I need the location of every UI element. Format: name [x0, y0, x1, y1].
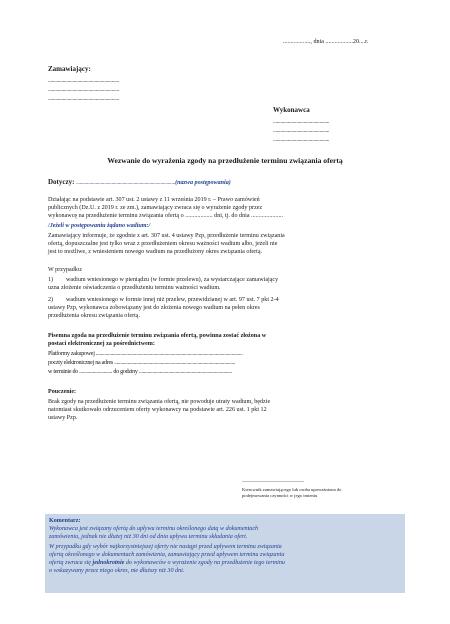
comment-p2-line-3	[49, 559, 401, 567]
para2-line-3: jest to możliwe, z wniesieniem nowego wadium na przedłużony okres związania ofertą.	[48, 249, 263, 255]
item-2-num: 2)	[48, 297, 54, 303]
comment-p1-line-1: Wykonawca jest związany ofertą do upływu terminu określonego datą w dokumentach	[49, 526, 259, 532]
pisemna-line-1: Pisemna zgoda na przedłużenie terminu związania ofertą, powinna zostać złożona w	[48, 333, 267, 339]
signature-caption	[242, 487, 341, 499]
pisemna-heading	[48, 332, 266, 348]
dotyczy-label: Dotyczy:	[48, 178, 75, 186]
item-1-line-2: uzna złożenie oświadczenia o przedłużeniu terminu ważności wadium.	[48, 285, 221, 291]
item-1-line-1: wadium wniesionego w pieniądzu (w formie przelewu), za wystarczające zamawiający	[66, 277, 279, 283]
comment-p2-line-2: ofertą określonego w dokumentach zamówienia, zamawiający przed upływem terminu związania	[49, 552, 285, 558]
zamawiajacy-line-1: ..........................................................	[48, 78, 119, 84]
dotyczy-row	[48, 178, 231, 187]
para1-line-2: publicznych (Dz.U. z 2019 r. ze zm.), zamawiający zwraca się o wyrażenie zgody przez	[48, 205, 263, 211]
wykonawca-line-2: ..............................................	[273, 128, 330, 134]
w-przypadku-label: W przypadku:	[48, 267, 83, 273]
comment-p2-line-4: o wskazywany przez niego okres, nie dłuższy niż 30 dni.	[49, 568, 185, 574]
email-field: poczty elektronicznej na adres ...................................................................................................	[48, 360, 236, 366]
para2-line-2: ofertą, dopuszczalne jest tylko wraz z przedłużeniem okresu ważności wadium albo, jeżeli nie	[48, 241, 278, 247]
zamawiajacy-line-2: ..........................................................	[48, 87, 119, 93]
pouczenie-line-3: ustawy Pzp.	[48, 415, 78, 421]
item-1-num: 1)	[48, 277, 54, 283]
pisemna-line-2: postaci elektronicznej za pośrednictwem:	[48, 341, 155, 347]
zamawiajacy-line-3: ..........................................................	[48, 96, 119, 102]
wykonawca-label: Wykonawca	[273, 106, 310, 114]
wykonawca-line-1: ..............................................	[273, 119, 330, 125]
date-line: .................., dnia ..................20....r.	[283, 39, 369, 45]
item-2-line-3: przedłużenia okresu związania ofertą.	[48, 313, 141, 319]
item-2-line-1: wadium wniesionego w formie innej niż przelew, przewidzianej w art. 97 ust. 7 pkt 2-4	[66, 297, 279, 303]
zamawiajacy-label: Zamawiający:	[48, 65, 91, 73]
para2-line-1: Zamawiający informuje, że zgodnie z art. 307 ust. 4 ustawy Pzp, przedłużenie terminu związania	[48, 233, 285, 239]
list-item	[48, 276, 278, 292]
page-title: Wezwanie do wyrażenia zgody na przedłużenie terminu związania ofertą	[107, 156, 343, 165]
para1-line-3: wykonawcę na przedłużenie terminu związania ofertą o .................. dni, tj. do dnia .....................	[48, 213, 284, 219]
comment-p2-line-3-emph: jednokrotnie	[92, 560, 125, 566]
item-2-line-2: ustawy Pzp, wykonawca zobowiązany jest do złożenia nowego wadium na pełen okres	[48, 305, 260, 311]
comment-p1-line-2: zamówienia, jednak nie dłużej niż 30 dni od dnia upływu terminu składania ofert.	[49, 534, 248, 540]
platforma-field: Platformy zakupowej ........................................................................................................................	[48, 351, 243, 357]
comment-p2-line-3-c: do wykonawców o wyrażenie zgody na przedłużenie tego terminu	[124, 560, 285, 566]
list-item	[48, 296, 279, 320]
signature-dots: ..............................................................	[242, 478, 304, 484]
pouczenie-label: Pouczenie:	[48, 389, 77, 395]
signature-line-2: podejmowania czynności w jego imieniu	[242, 493, 318, 498]
comment-p2-line-3-a: ofertą zwraca się	[49, 560, 93, 566]
dotyczy-dots: .................................................................................	[75, 180, 176, 186]
wykonawca-line-3: ..............................................	[273, 137, 330, 143]
para1	[48, 196, 403, 220]
comment-p2-line-1: W przypadku gdy wybór najkorzystniejszej oferty nie nastąpi przed upływem terminu związania	[49, 544, 282, 550]
pouczenie-text	[48, 398, 270, 422]
para2	[48, 232, 285, 256]
comment-box	[45, 514, 405, 593]
dotyczy-name: (nazwa postępowania)	[175, 180, 231, 186]
deadline-field: w terminie do ........................... do godziny ............................................................................	[48, 369, 232, 375]
wadium-note: /Jeżeli w postępowaniu żądano wadium:/	[48, 223, 151, 229]
para1-line-1: Działając na podstawie art. 307 ust. 2 ustawy z 11 września 2019 r. – Prawo zamówień	[48, 197, 260, 203]
comment-label: Komentarz:	[49, 518, 81, 524]
signature-line-1: Kierownik zamawiającego lub osoba upoważniona do	[242, 487, 342, 492]
pouczenie-line-2: natomiast skutkowało odrzuceniem oferty wykonawcy na podstawie art. 226 ust. 1 pkt 12	[48, 407, 267, 413]
pouczenie-line-1: Brak zgody na przedłużenie terminu związania ofertą, nie powoduje utraty wadium, będzie	[48, 399, 271, 405]
